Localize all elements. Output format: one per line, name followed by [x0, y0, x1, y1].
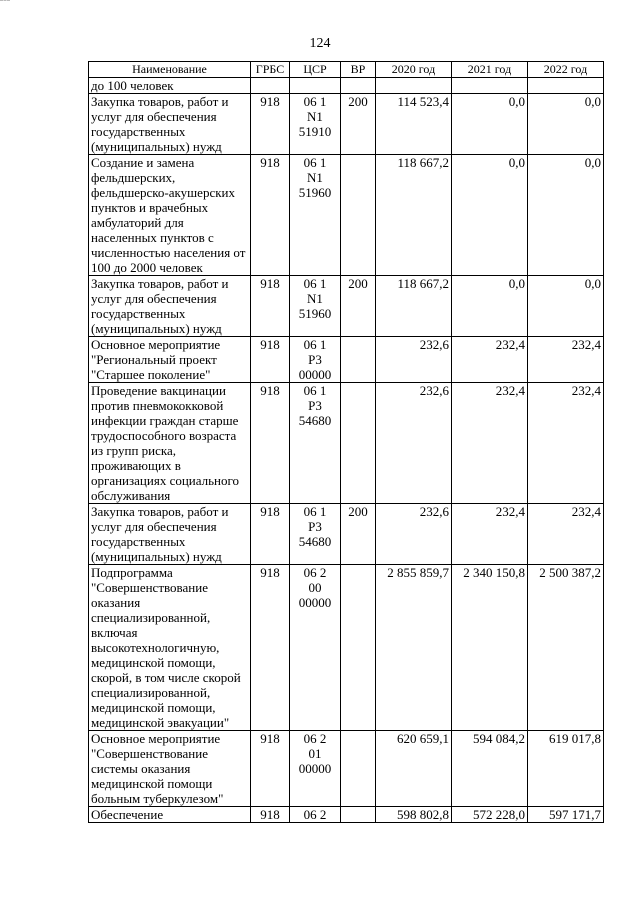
row-2021-cell: 232,4: [452, 504, 528, 565]
row-name-cell: до 100 человек: [89, 78, 251, 94]
page-number: 124: [309, 36, 331, 51]
row-csr-cell: 06 2: [290, 807, 341, 823]
row-2021-cell: 232,4: [452, 337, 528, 383]
row-2020-cell: 118 667,2: [376, 276, 452, 337]
row-2020-cell: 232,6: [376, 504, 452, 565]
row-name-cell: Основное мероприятие "Региональный проект "Старшее поколение": [89, 337, 251, 383]
row-csr-cell: [290, 78, 341, 94]
row-grbs-cell: 918: [251, 731, 290, 807]
row-2022-cell: 0,0: [528, 155, 604, 276]
row-vr-cell: 200: [341, 94, 376, 155]
row-grbs-cell: 918: [251, 807, 290, 823]
row-csr-cell: 06 1 N1 51960: [290, 155, 341, 276]
row-2020-cell: 232,6: [376, 337, 452, 383]
row-grbs-cell: [251, 78, 290, 94]
table-header-row: [89, 62, 604, 78]
row-2021-cell: 0,0: [452, 94, 528, 155]
col-header-2021: 2021 год: [452, 62, 528, 78]
row-name-cell: Закупка товаров, работ и услуг для обеспечения государственных (муниципальных) нужд: [89, 276, 251, 337]
row-2022-cell: 232,4: [528, 504, 604, 565]
row-vr-cell: [341, 383, 376, 504]
row-grbs-cell: 918: [251, 383, 290, 504]
row-2021-cell: 232,4: [452, 383, 528, 504]
table-row: [89, 504, 604, 565]
row-2021-cell: 2 340 150,8: [452, 565, 528, 731]
row-vr-cell: [341, 155, 376, 276]
row-csr-cell: 06 1 N1 51960: [290, 276, 341, 337]
row-grbs-cell: 918: [251, 565, 290, 731]
row-2021-cell: [452, 78, 528, 94]
row-grbs-cell: 918: [251, 504, 290, 565]
row-vr-cell: 200: [341, 276, 376, 337]
row-vr-cell: [341, 731, 376, 807]
row-vr-cell: [341, 565, 376, 731]
col-header-2022: 2022 год: [528, 62, 604, 78]
col-header-2020: 2020 год: [376, 62, 452, 78]
row-2021-cell: 0,0: [452, 276, 528, 337]
row-2020-cell: 598 802,8: [376, 807, 452, 823]
row-vr-cell: [341, 337, 376, 383]
row-csr-cell: 06 1 P3 54680: [290, 504, 341, 565]
col-header-grbs: ГРБС: [251, 62, 290, 78]
row-grbs-cell: 918: [251, 94, 290, 155]
table-row: [89, 276, 604, 337]
table-row: [89, 807, 604, 823]
table-row: [89, 155, 604, 276]
row-2020-cell: [376, 78, 452, 94]
row-2022-cell: 232,4: [528, 337, 604, 383]
row-2021-cell: 572 228,0: [452, 807, 528, 823]
table-row: [89, 383, 604, 504]
scan-corner-mark: [0, 0, 10, 4]
row-csr-cell: 06 1 P3 00000: [290, 337, 341, 383]
row-grbs-cell: 918: [251, 337, 290, 383]
row-grbs-cell: 918: [251, 276, 290, 337]
row-2021-cell: 594 084,2: [452, 731, 528, 807]
row-name-cell: Закупка товаров, работ и услуг для обеспечения государственных (муниципальных) нужд: [89, 504, 251, 565]
row-name-cell: Проведение вакцинации против пневмококковой инфекции граждан старше трудоспособного возраста из групп риска, проживающих в организациях социального обслуживания: [89, 383, 251, 504]
row-vr-cell: 200: [341, 504, 376, 565]
table-row: [89, 565, 604, 731]
row-name-cell: Основное мероприятие "Совершенствование системы оказания медицинской помощи больным туберкулезом": [89, 731, 251, 807]
row-csr-cell: 06 1 N1 51910: [290, 94, 341, 155]
row-grbs-cell: 918: [251, 155, 290, 276]
col-header-csr: ЦСР: [290, 62, 341, 78]
row-2021-cell: 0,0: [452, 155, 528, 276]
row-csr-cell: 06 2 01 00000: [290, 731, 341, 807]
table-row: [89, 731, 604, 807]
row-2022-cell: 232,4: [528, 383, 604, 504]
table-body: [89, 78, 604, 823]
row-2020-cell: 2 855 859,7: [376, 565, 452, 731]
row-csr-cell: 06 1 P3 54680: [290, 383, 341, 504]
budget-table: [88, 61, 604, 823]
row-name-cell: Создание и замена фельдшерских, фельдшерско-акушерских пунктов и врачебных амбулаторий для населенных пунктов с численностью населения от 100 до 2000 человек: [89, 155, 251, 276]
row-2022-cell: 0,0: [528, 94, 604, 155]
row-vr-cell: [341, 78, 376, 94]
row-2020-cell: 620 659,1: [376, 731, 452, 807]
row-2022-cell: 619 017,8: [528, 731, 604, 807]
table-row: [89, 78, 604, 94]
row-2022-cell: 597 171,7: [528, 807, 604, 823]
col-header-name: Наименование: [89, 62, 251, 78]
table-row: [89, 94, 604, 155]
row-2020-cell: 232,6: [376, 383, 452, 504]
col-header-vr: ВР: [341, 62, 376, 78]
row-2022-cell: 0,0: [528, 276, 604, 337]
table-row: [89, 337, 604, 383]
row-2020-cell: 118 667,2: [376, 155, 452, 276]
row-vr-cell: [341, 807, 376, 823]
row-name-cell: Подпрограмма "Совершенствование оказания специализированной, включая высокотехнологичную, медицинской помощи, скорой, в том числе скорой специализированной, медицинской помощи, медицинской эвакуации": [89, 565, 251, 731]
row-name-cell: Закупка товаров, работ и услуг для обеспечения государственных (муниципальных) нужд: [89, 94, 251, 155]
row-2022-cell: 2 500 387,2: [528, 565, 604, 731]
row-name-cell: Обеспечение: [89, 807, 251, 823]
row-2022-cell: [528, 78, 604, 94]
row-2020-cell: 114 523,4: [376, 94, 452, 155]
row-csr-cell: 06 2 00 00000: [290, 565, 341, 731]
